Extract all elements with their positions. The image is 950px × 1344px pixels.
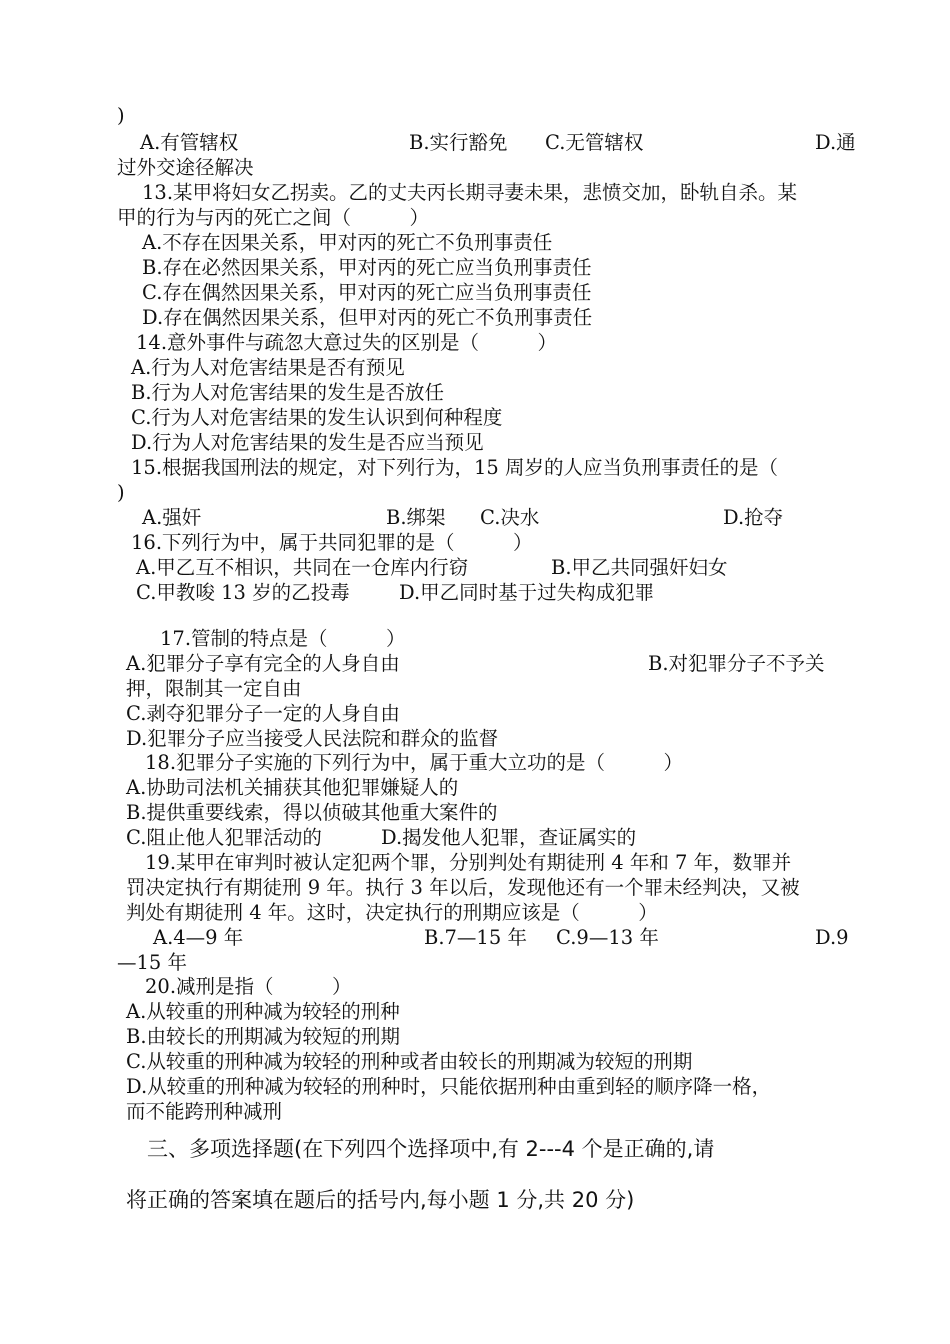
q12-close-paren: ) xyxy=(117,104,125,127)
q20-stem: 20.减刑是指（ ） xyxy=(145,975,352,998)
q13-option-d: D.存在偶然因果关系，但甲对丙的死亡不负刑事责任 xyxy=(142,306,593,329)
q18-stem: 18.犯罪分子实施的下列行为中，属于重大立功的是（ ） xyxy=(145,751,684,774)
q18-option-c: C.阻止他人犯罪活动的 xyxy=(126,826,322,849)
q15-option-c: C.决水 xyxy=(480,506,540,529)
q19-option-b: B.7—15 年 xyxy=(424,926,527,949)
q19-stem-cont: 罚决定执行有期徒刑 9 年。执行 3 年以后，发现他还有一个罪未经判决，又被 xyxy=(126,876,800,899)
q16-stem: 16.下列行为中，属于共同犯罪的是（ ） xyxy=(131,531,533,554)
q16-option-d: D.甲乙同时基于过失构成犯罪 xyxy=(399,581,655,604)
q20-option-d-cont: 而不能跨刑种减刑 xyxy=(126,1100,283,1123)
q13-stem: 13.某甲将妇女乙拐卖。乙的丈夫丙长期寻妻未果，悲愤交加，卧轨自杀。某 xyxy=(142,181,798,204)
q19-option-d: D.9 xyxy=(815,926,849,949)
q12-option-a: A.有管辖权 xyxy=(140,131,239,154)
q13-option-c: C.存在偶然因果关系，甲对丙的死亡应当负刑事责任 xyxy=(142,281,592,304)
q19-option-d-cont: —15 年 xyxy=(117,951,188,974)
q20-option-a: A.从较重的刑种减为较轻的刑种 xyxy=(126,1000,400,1023)
q17-option-a: A.犯罪分子享有完全的人身自由 xyxy=(126,652,400,675)
q16-option-c: C.甲教唆 13 岁的乙投毒 xyxy=(136,581,350,604)
q15-option-b: B.绑架 xyxy=(386,506,446,529)
q20-option-d: D.从较重的刑种减为较轻的刑种时，只能依据刑种由重到轻的顺序降一格， xyxy=(126,1075,772,1098)
q18-option-a: A.协助司法机关捕获其他犯罪嫌疑人的 xyxy=(126,776,459,799)
q17-option-b-cont: 押，限制其一定自由 xyxy=(126,677,302,700)
q20-option-b: B.由较长的刑期减为较短的刑期 xyxy=(126,1025,401,1048)
q15-option-a: A.强奸 xyxy=(142,506,202,529)
q19-stem: 19.某甲在审判时被认定犯两个罪，分别判处有期徒刑 4 年和 7 年，数罪并 xyxy=(145,851,792,874)
q12-option-d-cont: 过外交途径解决 xyxy=(117,156,254,179)
q18-option-d: D.揭发他人犯罪，查证属实的 xyxy=(381,826,637,849)
q17-option-c: C.剥夺犯罪分子一定的人身自由 xyxy=(126,702,400,725)
q16-option-b: B.甲乙共同强奸妇女 xyxy=(551,556,728,579)
q19-option-a: A.4—9 年 xyxy=(153,926,244,949)
q19-option-c: C.9—13 年 xyxy=(556,926,659,949)
q15-stem-cont: ) xyxy=(117,481,125,504)
q14-option-a: A.行为人对危害结果是否有预见 xyxy=(131,356,405,379)
q13-option-a: A.不存在因果关系，甲对丙的死亡不负刑事责任 xyxy=(142,231,553,254)
q12-option-b: B.实行豁免 xyxy=(409,131,508,154)
q20-option-c: C.从较重的刑种减为较轻的刑种或者由较长的刑期减为较短的刑期 xyxy=(126,1050,693,1073)
q16-option-a: A.甲乙互不相识，共同在一仓库内行窃 xyxy=(136,556,469,579)
q15-stem: 15.根据我国刑法的规定，对下列行为，15 周岁的人应当负刑事责任的是（ xyxy=(131,456,779,479)
q17-option-b: B.对犯罪分子不予关 xyxy=(648,652,825,675)
q17-option-d: D.犯罪分子应当接受人民法院和群众的监督 xyxy=(126,727,499,750)
q14-option-d: D.行为人对危害结果的发生是否应当预见 xyxy=(131,431,484,454)
q14-option-b: B.行为人对危害结果的发生是否放任 xyxy=(131,381,445,404)
q15-option-d: D.抢夺 xyxy=(723,506,784,529)
q17-stem: 17.管制的特点是（ ） xyxy=(160,627,406,650)
q13-option-b: B.存在必然因果关系，甲对丙的死亡应当负刑事责任 xyxy=(142,256,592,279)
q18-option-b: B.提供重要线索，得以侦破其他重大案件的 xyxy=(126,801,498,824)
q12-option-c: C.无管辖权 xyxy=(545,131,644,154)
q13-stem-cont: 甲的行为与丙的死亡之间（ ） xyxy=(117,206,430,229)
q14-stem: 14.意外事件与疏忽大意过失的区别是（ ） xyxy=(136,331,558,354)
section-3-heading: 三、多项选择题(在下列四个选择项中,有 2---4 个是正确的,请 xyxy=(147,1137,715,1161)
q14-option-c: C.行为人对危害结果的发生认识到何种程度 xyxy=(131,406,503,429)
q19-stem-cont2: 判处有期徒刑 4 年。这时，决定执行的刑期应该是（ ） xyxy=(126,901,658,924)
q12-option-d: D.通 xyxy=(815,131,856,154)
section-3-heading-cont: 将正确的答案填在题后的括号内,每小题 1 分,共 20 分) xyxy=(126,1188,635,1212)
